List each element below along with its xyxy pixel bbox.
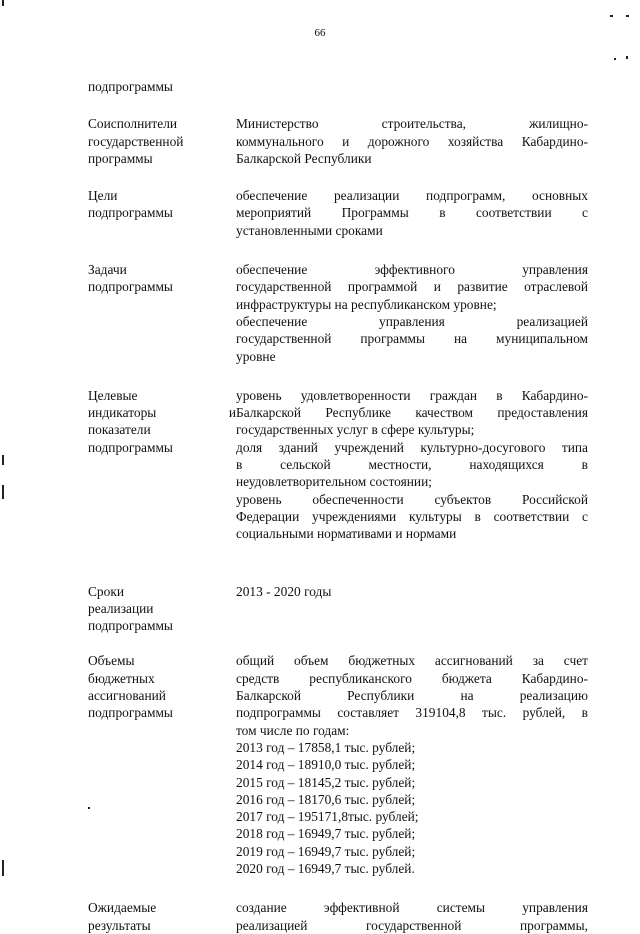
value-line: 2013 год – 17858,1 тыс. рублей; bbox=[236, 739, 416, 755]
label-line: Целевые bbox=[88, 387, 138, 403]
label-line: результаты bbox=[88, 917, 151, 933]
row-value bbox=[236, 652, 588, 877]
value-line: 2014 год – 18910,0 тыс. рублей; bbox=[236, 757, 416, 773]
value-line: государственной программы на муниципальном bbox=[236, 331, 588, 347]
scan-artifact bbox=[2, 0, 4, 6]
label-line: подпрограммы bbox=[88, 279, 173, 295]
row-value bbox=[236, 261, 588, 365]
table-row bbox=[88, 583, 588, 635]
value-line: Балкарской Республики на реализацию bbox=[236, 688, 588, 704]
orphan-heading: подпрограммы bbox=[88, 79, 173, 94]
table-row bbox=[88, 387, 588, 543]
value-line: обеспечение эффективного управления bbox=[236, 262, 588, 278]
scan-artifact bbox=[610, 15, 613, 17]
label-line: государственной bbox=[88, 133, 184, 149]
value-line: доля зданий учреждений культурно-досугового типа bbox=[236, 439, 588, 455]
value-line: Федерации учреждениями культуры в соответствии с bbox=[236, 508, 588, 524]
page-number: 66 bbox=[314, 27, 326, 39]
value-line: обеспечение реализации подпрограмм, основных bbox=[236, 188, 588, 204]
row-value bbox=[236, 899, 588, 934]
label-line: подпрограммы bbox=[88, 705, 173, 721]
scan-artifact bbox=[626, 15, 629, 17]
label-line: Цели bbox=[88, 188, 118, 204]
table-row bbox=[88, 115, 588, 167]
table-row bbox=[88, 899, 588, 934]
value-line: Балкарской Республики bbox=[236, 150, 372, 166]
value-line: уровне bbox=[236, 348, 276, 364]
value-line: создание эффективной системы управления bbox=[236, 900, 588, 916]
row-value bbox=[236, 583, 588, 600]
label-line: подпрограммы bbox=[88, 618, 173, 634]
value-line: Балкарской Республике качеством предоставления bbox=[236, 405, 588, 421]
passport-table bbox=[88, 78, 588, 934]
scan-artifact bbox=[614, 58, 616, 60]
row-label bbox=[88, 652, 236, 721]
value-line: государственной программой и развитие отраслевой bbox=[236, 279, 588, 295]
value-line: Министерство строительства, жилищно- bbox=[236, 116, 588, 132]
label-line: Соисполнители bbox=[88, 116, 178, 132]
row-label bbox=[88, 115, 236, 167]
table-row bbox=[88, 261, 588, 365]
label-line: Объемы bbox=[88, 653, 135, 669]
label-line: показатели bbox=[88, 422, 151, 438]
value-line: коммунального и дорожного хозяйства Кабардино- bbox=[236, 133, 588, 149]
value-line: 2018 год – 16949,7 тыс. рублей; bbox=[236, 826, 416, 842]
row-value bbox=[236, 115, 588, 167]
value-line: реализацией государственной программы, bbox=[236, 917, 588, 933]
label-line: подпрограммы bbox=[88, 205, 173, 221]
label-line: ассигнований bbox=[88, 688, 166, 704]
row-value bbox=[236, 387, 588, 543]
value-line: 2013 - 2020 годы bbox=[236, 583, 332, 599]
value-line: средств республиканского бюджета Кабардино- bbox=[236, 670, 588, 686]
value-line: общий объем бюджетных ассигнований за счет bbox=[236, 653, 588, 669]
label-line: Сроки bbox=[88, 583, 124, 599]
label-line: подпрограммы bbox=[88, 439, 173, 455]
row-label bbox=[88, 187, 236, 222]
value-line: государственных услуг в сфере культуры; bbox=[236, 422, 475, 438]
value-line: 2019 год – 16949,7 тыс. рублей; bbox=[236, 843, 416, 859]
value-line: 2016 год – 18170,6 тыс. рублей; bbox=[236, 791, 416, 807]
label-line: Задачи bbox=[88, 262, 127, 278]
value-line: обеспечение управления реализацией bbox=[236, 313, 588, 329]
value-line: инфраструктуры на республиканском уровне; bbox=[236, 296, 497, 312]
label-line: реализации bbox=[88, 600, 154, 616]
value-line: в сельской местности, находящихся в bbox=[236, 457, 588, 473]
scan-artifact bbox=[2, 455, 4, 465]
row-value bbox=[236, 187, 588, 239]
value-line: 2015 год – 18145,2 тыс. рублей; bbox=[236, 774, 416, 790]
label-line: бюджетных bbox=[88, 670, 155, 686]
table-row bbox=[88, 187, 588, 239]
value-line: уровень удовлетворенности граждан в Кабардино- bbox=[236, 387, 588, 403]
label-line: индикаторы и bbox=[88, 405, 236, 421]
row-label bbox=[88, 261, 236, 296]
value-line: неудовлетворительном состоянии; bbox=[236, 474, 432, 490]
value-line: том числе по годам: bbox=[236, 722, 350, 738]
scan-artifact bbox=[2, 485, 4, 499]
row-label bbox=[88, 583, 236, 635]
row-label bbox=[88, 899, 236, 934]
label-line: Ожидаемые bbox=[88, 900, 157, 916]
value-line: социальными нормативами и нормами bbox=[236, 526, 457, 542]
value-line: подпрограммы составляет 319104,8 тыс. рублей, в bbox=[236, 705, 588, 721]
scan-artifact bbox=[2, 860, 4, 876]
value-line: 2020 год – 16949,7 тыс. рублей. bbox=[236, 860, 415, 876]
value-line: мероприятий Программы в соответствии с bbox=[236, 205, 588, 221]
row-label bbox=[88, 387, 236, 456]
value-line: 2017 год – 195171,8тыс. рублей; bbox=[236, 809, 419, 825]
value-line: установленными сроками bbox=[236, 222, 383, 238]
label-line: программы bbox=[88, 150, 153, 166]
scan-artifact bbox=[626, 56, 628, 59]
table-row bbox=[88, 652, 588, 877]
value-line: уровень обеспеченности субъектов Российской bbox=[236, 491, 588, 507]
